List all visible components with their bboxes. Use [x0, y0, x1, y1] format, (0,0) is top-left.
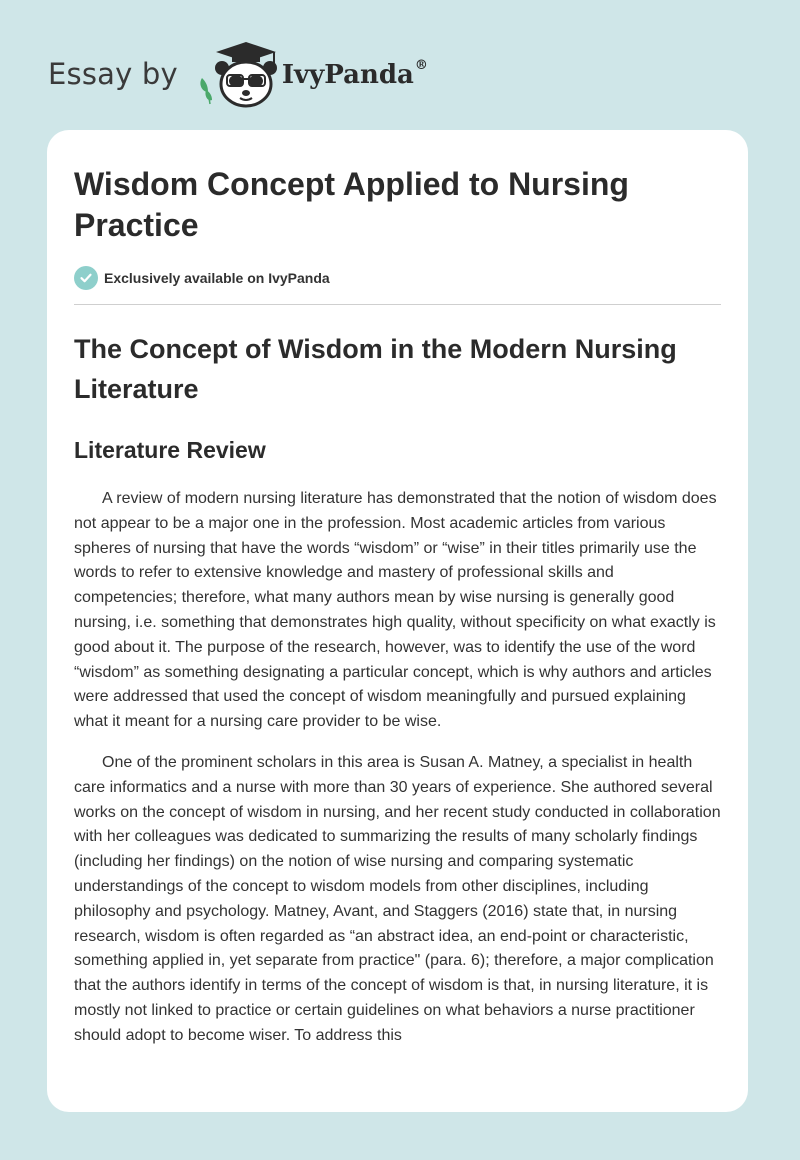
site-header [48, 38, 428, 110]
brand-name: IvyPanda® [281, 58, 428, 90]
divider [74, 304, 721, 305]
body-paragraph: A review of modern nursing literature has demonstrated that the notion of wisdom does not appear to be a major one in the profession. Most academic articles from various spheres of nursing that have the words “wisdom” or “wise” in their titles primarily use the words to refer to extensive knowledge and mastery of professional skills and competencies; therefore, what many authors mean by wise nursing is generally good nursing, i.e. something that demonstrates high quality, without specificity on what exactly is good about it. The purpose of the research, however, was to identify the use of the word “wisdom” as something designating a particular concept, which is why authors and articles were addressed that used the concept of wisdom meaningfully and pursued explaining what it meant for a nursing care provider to be wise. [74, 490, 717, 731]
exclusive-label: Exclusively available on IvyPanda [104, 270, 330, 286]
check-circle-icon [74, 266, 98, 290]
body-paragraph: One of the prominent scholars in this area is Susan A. Matney, a specialist in health care informatics and a nurse with more than 30 years of experience. She authored several works on the concept of wisdom in nursing, and her recent study conducted in collaboration with her colleagues was dedicated to summarizing the results of many scholarly findings (including her findings) on the notion of wise nursing and comparing systematic understandings of the concept to wisdom models from other disciplines, including philosophy and psychology. Matney, Avant, and Staggers (2016) state that, in nursing research, wisdom is often regarded as “an abstract idea, an end-point or characteristic, something applied in, yet separate from practice" (para. 6); therefore, a major complication that the authors identify in terms of the concept of wisdom is that, in nursing literature, it is mostly not linked to practice or certain guidelines on what behaviors a nurse practitioner should adopt to become wiser. To address this [74, 753, 721, 1044]
section-heading: The Concept of Wisdom in the Modern Nursing Literature [74, 334, 677, 404]
exclusive-badge [74, 266, 721, 290]
subsection-heading: Literature Review [74, 437, 266, 463]
page-title: Wisdom Concept Applied to Nursing Practice [74, 166, 629, 243]
panda-graduate-logo-icon [196, 38, 278, 110]
essay-by-label: Essay by [48, 57, 178, 91]
ivypanda-logo[interactable] [196, 38, 428, 110]
registered-mark: ® [414, 58, 428, 73]
essay-card [47, 130, 748, 1112]
